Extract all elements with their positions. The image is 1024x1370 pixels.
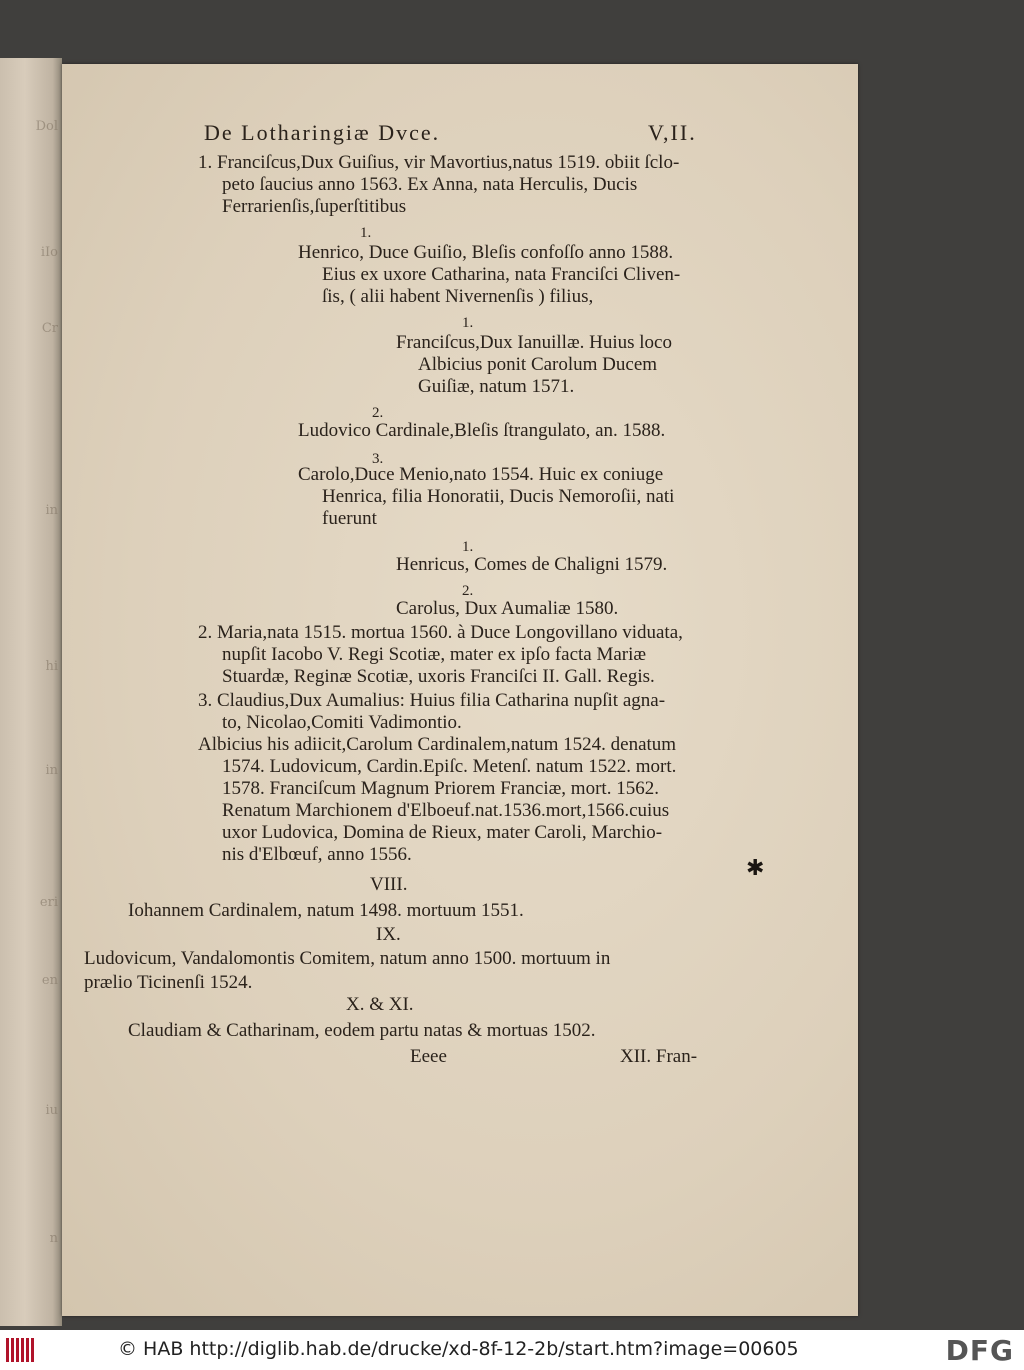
text-line: nupſit Iacobo V. Regi Scotiæ, mater ex ipſo facta Mariæ — [222, 644, 647, 665]
copyright-link[interactable]: © HAB http://diglib.hab.de/drucke/xd-8f-12-2b/start.htm?image=00605 — [118, 1338, 799, 1360]
catchword: XII. Fran- — [620, 1046, 698, 1067]
item-number: 1. — [462, 539, 474, 555]
section-heading: X. & XI. — [346, 994, 414, 1015]
ghost-text: hi — [45, 659, 58, 674]
text-line: 1578. Franciſcum Magnum Priorem Franciæ, mort. 1562. — [222, 778, 659, 799]
text-line: 3. Claudius,Dux Aumalius: Huius filia Catharina nupſit agna- — [198, 690, 666, 711]
text-line: fuerunt — [322, 508, 377, 529]
signature-mark: Eeee — [410, 1046, 447, 1067]
text-line: Henrico, Duce Guiſio, Bleſis confoſſo anno 1588. — [298, 242, 674, 263]
ghost-text: in — [45, 763, 58, 778]
text-line: nis d'Elbœuf, anno 1556. — [222, 844, 412, 865]
item-number: 2. — [372, 405, 384, 421]
item-number: 1. — [462, 315, 474, 331]
text-line: Franciſcus,Dux Ianuillæ. Huius loco — [396, 332, 672, 353]
text-line: 1574. Ludovicum, Cardin.Epiſc. Metenſ. natum 1522. mort. — [222, 756, 677, 777]
text-line: Carolus, Dux Aumaliæ 1580. — [396, 598, 619, 619]
text-line: Guiſiæ, natum 1571. — [418, 376, 575, 397]
ghost-text: iIo — [40, 245, 58, 260]
item-number: 1. — [360, 225, 372, 241]
text-line: Albicius ponit Carolum Ducem — [418, 354, 658, 375]
section-heading: VIII. — [370, 874, 408, 895]
footer-bar — [0, 1330, 1024, 1370]
ghost-text: in — [45, 503, 58, 518]
text-line: Ferrarienſis,ſuperſtitibus — [222, 196, 407, 217]
ghost-text: Dol — [35, 119, 58, 134]
text-line: ſis, ( alii habent Nivernenſis ) filius, — [322, 286, 594, 307]
text-line: 1. Franciſcus,Dux Guiſius, vir Mavortius,natus 1519. obiit ſclo- — [198, 152, 680, 173]
text-line: Claudiam & Catharinam, eodem partu natas & mortuas 1502. — [128, 1020, 596, 1041]
ghost-text: n — [49, 1231, 58, 1246]
text-line: Iohannem Cardinalem, natum 1498. mortuum 1551. — [128, 900, 524, 921]
text-line: peto ſaucius anno 1563. Ex Anna, nata Herculis, Ducis — [222, 174, 638, 195]
section-heading: IX. — [376, 924, 401, 945]
ghost-text: en — [41, 973, 58, 988]
text-line: Albicius his adiicit,Carolum Cardinalem,natum 1524. denatum — [198, 734, 677, 755]
previous-page-edge — [0, 58, 62, 1326]
item-number: 2. — [462, 583, 474, 599]
dfg-logo: DFG — [945, 1334, 1014, 1367]
text-line: prælio Ticinenſi 1524. — [84, 972, 253, 993]
ghost-text: iu — [45, 1103, 58, 1118]
text-line: Renatum Marchionem d'Elboeuf.nat.1536.mort,1566.cuius — [222, 800, 670, 821]
text-line: Carolo,Duce Menio,nato 1554. Huic ex coniuge — [298, 464, 664, 485]
text-line: to, Nicolao,Comiti Vadimontio. — [222, 712, 462, 733]
book-page — [62, 64, 858, 1316]
ink-blot: ✱ — [746, 856, 765, 881]
text-line: uxor Ludovica, Domina de Rieux, mater Caroli, Marchio- — [222, 822, 663, 843]
hab-logo-icon — [6, 1338, 42, 1364]
text-line: Henricus, Comes de Chaligni 1579. — [396, 554, 668, 575]
item-number: 3. — [372, 451, 384, 467]
text-line: Ludovico Cardinale,Bleſis ſtrangulato, an. 1588. — [298, 420, 666, 441]
page-signature: V,II. — [648, 120, 697, 145]
ghost-text: Cr — [41, 321, 58, 336]
text-line: Eius ex uxore Catharina, nata Franciſci Cliven- — [322, 264, 681, 285]
text-line: Henrica, filia Honoratii, Ducis Nemoroſii, nati — [322, 486, 675, 507]
running-header: De Lotharingiæ Dvce. — [204, 120, 441, 145]
text-line: Stuardæ, Reginæ Scotiæ, uxoris Franciſci II. Gall. Regis. — [222, 666, 655, 687]
text-line: 2. Maria,nata 1515. mortua 1560. à Duce Longovillano viduata, — [198, 622, 683, 643]
text-line: Ludovicum, Vandalomontis Comitem, natum anno 1500. mortuum in — [84, 948, 611, 969]
ghost-text: eri — [39, 895, 58, 910]
